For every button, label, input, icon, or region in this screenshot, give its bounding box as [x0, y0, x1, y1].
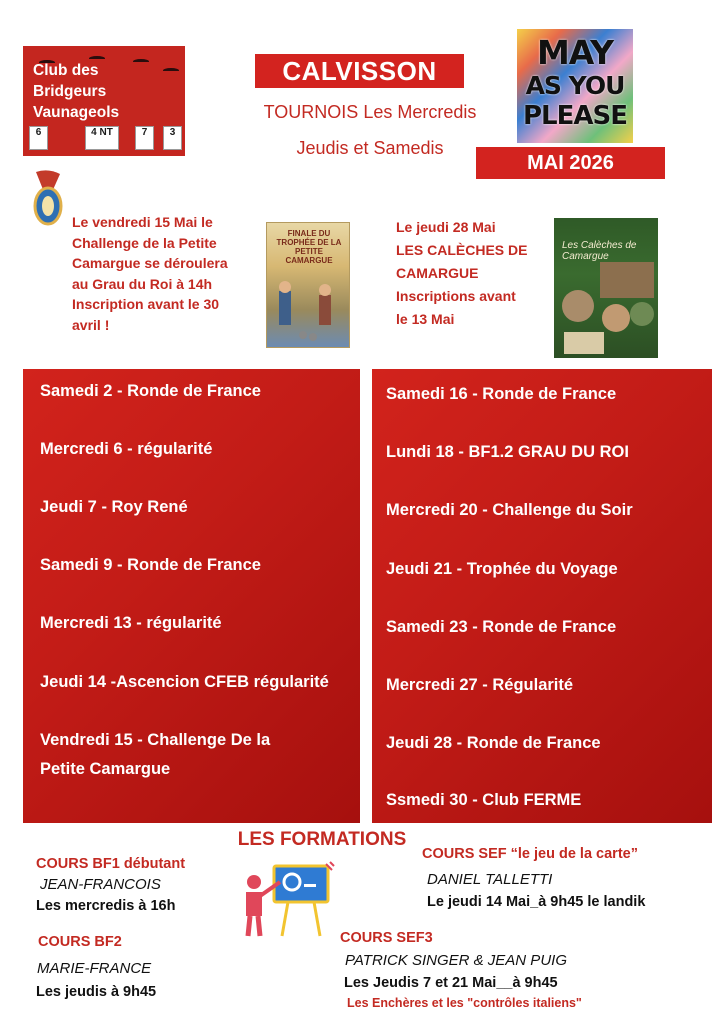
event-line: CAMARGUE	[396, 265, 479, 281]
course-schedule: Les mercredis à 16h	[36, 898, 176, 914]
schedule-item: Samedi 2 - Ronde de France	[40, 382, 261, 400]
event-announcement	[396, 216, 566, 331]
schedule-item: Jeudi 14 -Ascencion CFEB régularité	[40, 673, 329, 691]
formations-title: LES FORMATIONS	[237, 829, 407, 850]
course-schedule: Les jeudis à 9h45	[36, 984, 157, 1000]
event-poster	[266, 222, 350, 348]
schedule-item: Ssmedi 30 - Club FERME	[386, 791, 582, 809]
month-badge: MAI 2026	[476, 147, 665, 179]
event-line: Le jeudi 28 Mai	[396, 219, 496, 235]
teacher-board-icon	[236, 860, 336, 938]
club-name	[33, 60, 183, 123]
course-title: COURS BF1 débutant	[36, 856, 186, 872]
poster-heading: Les Calèches de Camargue	[562, 240, 637, 262]
may-as-you-please-art	[517, 29, 633, 143]
poster-heading: FINALE DU TROPHÉE DE LA PETITE CAMARGUE	[276, 229, 342, 265]
course-teacher: PATRICK SINGER & JEAN PUIG	[345, 952, 567, 969]
schedule-item: Mercredi 27 - Régularité	[386, 676, 574, 694]
bid-card: 3	[163, 126, 182, 150]
schedule-item: Jeudi 28 - Ronde de France	[386, 734, 601, 752]
event-line: le 13 Mai	[396, 311, 455, 327]
club-name-line: Bridgeurs	[33, 83, 107, 100]
event-line: au Grau du Roi à 14h	[72, 275, 213, 292]
schedule-item: Jeudi 21 - Trophée du Voyage	[386, 560, 618, 578]
schedule-item: Samedi 16 - Ronde de France	[386, 385, 617, 403]
club-name-line: Club des	[33, 62, 99, 79]
course-schedule: Le jeudi 14 Mai_à 9h45 le landik	[427, 894, 646, 910]
schedule-item: Petite Camargue	[40, 760, 171, 778]
bid-card: 7	[135, 126, 154, 150]
club-logo	[23, 46, 185, 156]
course-teacher: MARIE-FRANCE	[37, 960, 152, 977]
schedule-item: Mercredi 13 - régularité	[40, 614, 222, 632]
schedule-panel-right	[372, 369, 712, 823]
art-text: MAY	[536, 33, 614, 72]
subtitle: TOURNOIS Les Mercredis	[263, 102, 477, 122]
schedule-item: Jeudi 7 - Roy René	[40, 498, 188, 516]
course-title: COURS SEF3	[340, 930, 433, 946]
course-title: COURS BF2	[38, 934, 122, 950]
carriage-photos	[554, 262, 658, 358]
bid-card: 6	[29, 126, 48, 150]
course-teacher: JEAN-FRANCOIS	[40, 876, 161, 893]
schedule-item: Mercredi 20 - Challenge du Soir	[386, 501, 633, 519]
event-line: Inscription avant le 30	[72, 296, 220, 312]
petanque-players-illustration	[267, 281, 350, 348]
schedule-item: Vendredi 15 - Challenge De la	[40, 731, 271, 749]
event-line: avril !	[72, 316, 110, 333]
course-schedule: Les Jeudis 7 et 21 Mai__à 9h45	[344, 975, 558, 991]
bid-card: 4 NT	[85, 126, 119, 150]
schedule-panel-left	[23, 369, 360, 823]
event-announcement	[72, 212, 272, 335]
event-poster	[554, 218, 658, 358]
schedule-item: Samedi 9 - Ronde de France	[40, 556, 261, 574]
event-line: Challenge de la Petite	[72, 234, 217, 251]
course-title: COURS SEF “le jeu de la carte”	[422, 846, 638, 862]
schedule-item: Mercredi 6 - régularité	[40, 440, 213, 458]
art-text: AS YOU	[525, 71, 625, 100]
club-name-line: Vaunageols	[33, 104, 120, 121]
course-note: Les Enchères et les "contrôles italiens"	[347, 996, 582, 1010]
event-line: Inscriptions avant	[396, 288, 516, 304]
subtitle: Jeudis et Samedis	[296, 138, 444, 158]
medal-icon	[28, 168, 68, 230]
schedule-item: Lundi 18 - BF1.2 GRAU DU ROI	[386, 443, 629, 461]
event-line: LES CALÈCHES DE	[396, 242, 528, 258]
schedule-item: Samedi 23 - Ronde de France	[386, 618, 617, 636]
course-teacher: DANIEL TALLETTI	[427, 871, 553, 888]
art-text: PLEASE	[523, 101, 627, 131]
page-title: CALVISSON	[255, 54, 464, 88]
event-line: Camargue se déroulera	[72, 255, 228, 271]
event-line: Le vendredi 15 Mai le	[72, 214, 213, 230]
